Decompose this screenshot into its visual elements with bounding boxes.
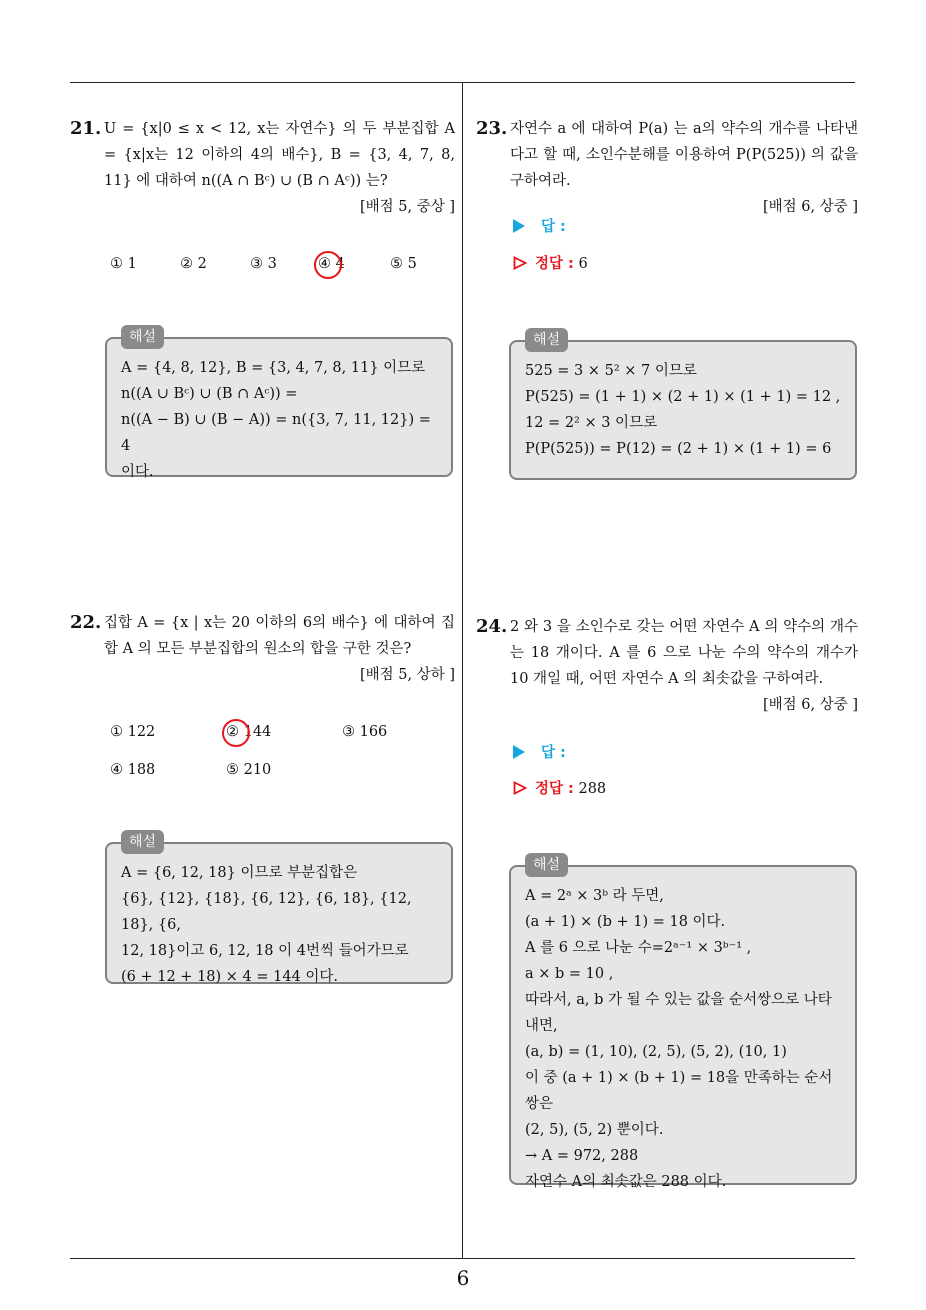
solution-line: (6 + 12 + 18) × 4 = 144 이다. xyxy=(121,969,339,985)
choice-5[interactable]: ⑤ 5 xyxy=(390,256,417,272)
answer-label: 답 : xyxy=(541,745,566,761)
answer-prompt-24 xyxy=(513,741,566,762)
solution-line: 자연수 A의 최솟값은 288 이다. xyxy=(525,1174,727,1190)
play-triangle-icon xyxy=(513,745,525,759)
choice-3[interactable]: ③ 3 xyxy=(250,256,277,272)
solution-line: {6}, {12}, {18}, {6, 12}, {6, 18}, {12, 18}, {6, xyxy=(121,891,412,933)
solution-line: 이다. xyxy=(121,464,154,480)
solution-tag: 해설 xyxy=(121,325,164,349)
question-text: 자연수 a 에 대하여 P(a) 는 a의 약수의 개수를 나타낸다고 할 때, 소인수분해를 이용하여 P(P(525)) 의 값을 구하여라. xyxy=(510,121,858,189)
question-21 xyxy=(70,116,455,220)
answer-mark-circle xyxy=(314,251,342,279)
answer-mark-circle xyxy=(222,719,250,747)
play-triangle-icon xyxy=(513,219,525,233)
question-24 xyxy=(476,614,858,718)
solution-box-23 xyxy=(509,332,857,480)
solution-line: 12, 18}이고 6, 12, 18 이 4번씩 들어가므로 xyxy=(121,943,409,959)
choice-1[interactable]: ① 122 xyxy=(110,724,156,740)
solution-line: A = {4, 8, 12}, B = {3, 4, 7, 8, 11} 이므로 xyxy=(121,360,426,376)
solution-line: P(525) = (1 + 1) × (2 + 1) × (1 + 1) = 12 , xyxy=(525,389,841,405)
question-number: 24. xyxy=(476,616,508,637)
solution-line: P(P(525)) = P(12) = (2 + 1) × (1 + 1) = 6 xyxy=(525,441,832,457)
question-number: 22. xyxy=(70,612,102,633)
score-label: [배점 5, 상하 ] xyxy=(359,667,455,683)
score-label: [배점 6, 상중 ] xyxy=(762,199,858,215)
question-23 xyxy=(476,116,858,220)
solution-line: 12 = 2² × 3 이므로 xyxy=(525,415,658,431)
question-text: 2 와 3 을 소인수로 갖는 어떤 자연수 A 의 약수의 개수는 18 개이다. A 를 6 으로 나눈 수의 약수의 개수가 10 개일 때, 어떤 자연수 A 의 최솟값을 구하여라. xyxy=(510,619,858,687)
column-divider xyxy=(462,82,463,1258)
choice-5[interactable]: ⑤ 210 xyxy=(226,762,272,778)
correct-label: 정답 : xyxy=(535,781,574,797)
question-number: 21. xyxy=(70,118,102,139)
solution-box-24 xyxy=(509,857,857,1190)
choice-2[interactable]: ② 2 xyxy=(180,256,207,272)
solution-line: → A = 972, 288 xyxy=(525,1148,639,1164)
solution-box-22 xyxy=(105,834,453,985)
bottom-rule xyxy=(70,1258,855,1259)
choice-4[interactable]: ④ 188 xyxy=(110,762,156,778)
solution-line: 이 중 (a + 1) × (b + 1) = 18을 만족하는 순서쌍은 xyxy=(525,1070,833,1112)
correct-value: 6 xyxy=(578,256,588,272)
question-text: U = {x|0 ≤ x < 12, x는 자연수} 의 두 부분집합 A = {x|x는 12 이하의 4의 배수}, B = {3, 4, 7, 8, 11} 에 대하여 n((A ∩ Bᶜ) ∪ (B ∩ Aᶜ)) 는? xyxy=(104,121,455,189)
answer-prompt-23 xyxy=(513,215,566,236)
solution-line: n((A ∪ Bᶜ) ∪ (B ∩ Aᶜ)) = xyxy=(121,386,298,402)
solution-line: (2, 5), (5, 2) 뿐이다. xyxy=(525,1122,664,1138)
solution-line: a × b = 10 , xyxy=(525,966,614,982)
score-label: [배점 5, 중상 ] xyxy=(359,199,455,215)
solution-line: 따라서, a, b 가 될 수 있는 값을 순서쌍으로 나타 xyxy=(525,992,832,1008)
choice-2[interactable]: ② 144 xyxy=(226,724,272,740)
outline-triangle-icon xyxy=(513,256,527,270)
correct-label: 정답 : xyxy=(535,256,574,272)
correct-answer-23 xyxy=(513,252,588,273)
outline-triangle-icon xyxy=(513,781,527,795)
page-number: 6 xyxy=(456,1266,470,1290)
score-label: [배점 6, 상중 ] xyxy=(762,697,858,713)
choice-3[interactable]: ③ 166 xyxy=(342,724,388,740)
question-number: 23. xyxy=(476,118,508,139)
question-22 xyxy=(70,610,455,688)
correct-answer-24 xyxy=(513,777,606,798)
solution-line: A = 2ᵃ × 3ᵇ 라 두면, xyxy=(525,888,664,904)
solution-box-21 xyxy=(105,329,453,480)
solution-line: A 를 6 으로 나눈 수=2ᵃ⁻¹ × 3ᵇ⁻¹ , xyxy=(525,940,752,956)
answer-label: 답 : xyxy=(541,219,566,235)
solution-line: n((A − B) ∪ (B − A)) = n({3, 7, 11, 12}) = 4 xyxy=(121,412,431,454)
solution-line: (a, b) = (1, 10), (2, 5), (5, 2), (10, 1) xyxy=(525,1044,787,1060)
solution-tag: 해설 xyxy=(525,853,568,877)
question-text: 집합 A = {x | x는 20 이하의 6의 배수} 에 대하여 집합 A 의 모든 부분집합의 원소의 합을 구한 것은? xyxy=(104,615,455,657)
solution-line: 525 = 3 × 5² × 7 이므로 xyxy=(525,363,697,379)
solution-tag: 해설 xyxy=(121,830,164,854)
solution-tag: 해설 xyxy=(525,328,568,352)
solution-line: A = {6, 12, 18} 이므로 부분집합은 xyxy=(121,865,358,881)
solution-line: (a + 1) × (b + 1) = 18 이다. xyxy=(525,914,726,930)
choice-4[interactable]: ④ 4 xyxy=(318,256,345,272)
correct-value: 288 xyxy=(578,781,607,797)
choice-1[interactable]: ① 1 xyxy=(110,256,137,272)
solution-line: 내면, xyxy=(525,1018,558,1034)
